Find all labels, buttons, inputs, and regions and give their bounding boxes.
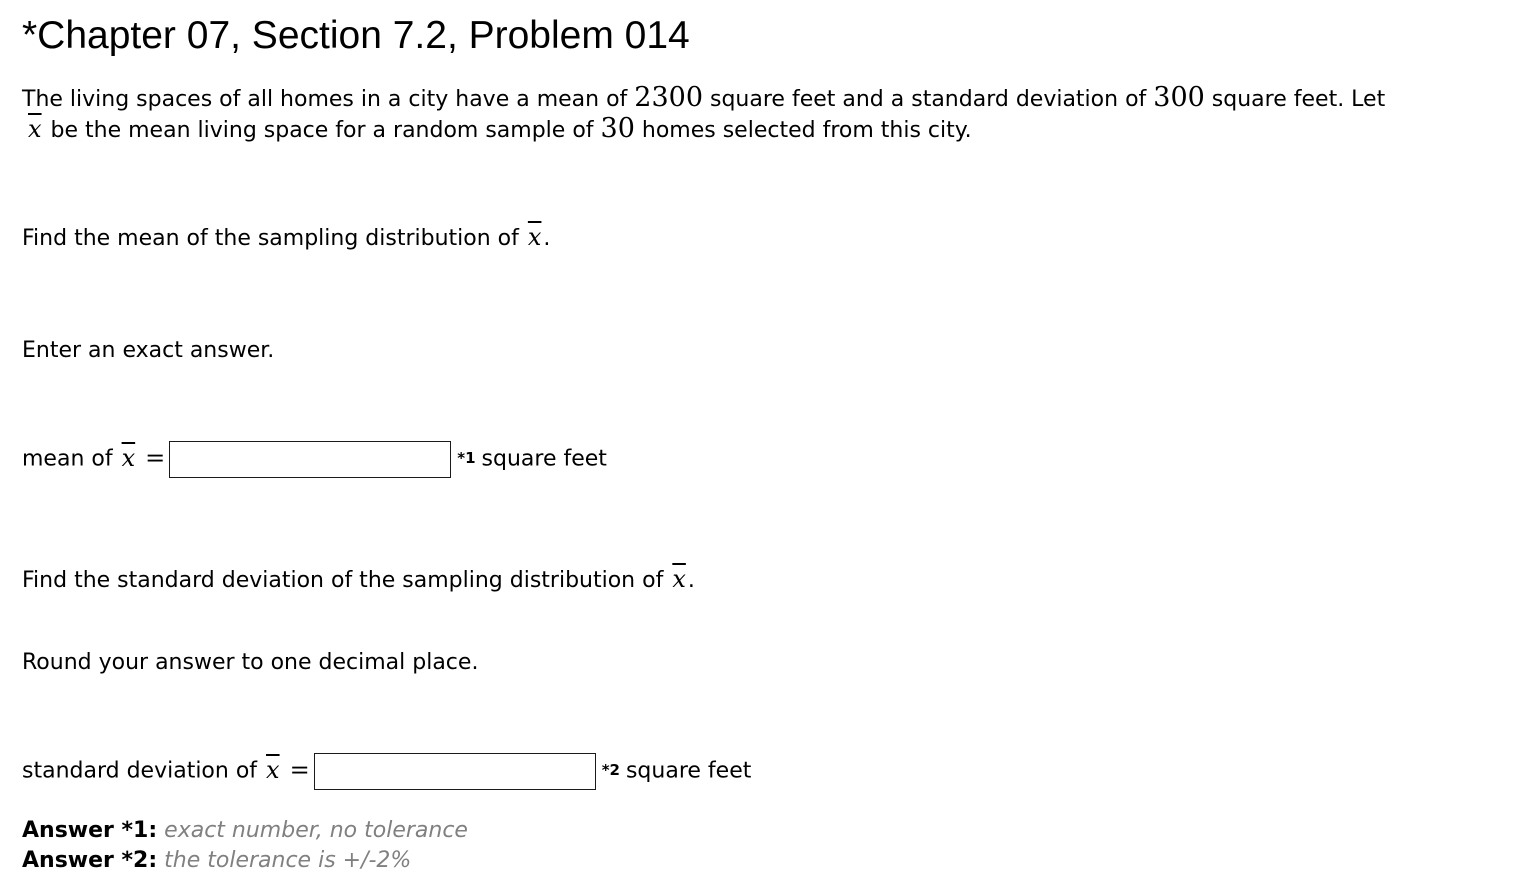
problem-text: be the mean living space for a random sample of xyxy=(43,118,601,143)
answer-marker: *1 xyxy=(457,448,476,467)
xbar-symbol: $\overline{x}$ xyxy=(672,565,686,593)
answer-note-description: the tolerance is +/-2% xyxy=(164,848,412,873)
sample-size-value: 30 xyxy=(600,113,635,144)
answer-note-label: Answer *1: xyxy=(22,818,158,843)
answer-note-label: Answer *2: xyxy=(22,848,158,873)
problem-statement-line-1 xyxy=(22,83,1385,115)
part1-answer-row xyxy=(22,441,607,478)
part2-answer-row xyxy=(22,753,751,790)
problem-statement-line-2 xyxy=(26,114,972,146)
problem-text: square feet and a standard deviation of xyxy=(703,87,1154,112)
part1-instruction: Enter an exact answer. xyxy=(22,338,275,363)
xbar-symbol: $\overline{x}$ xyxy=(121,443,136,472)
answer-note-1 xyxy=(22,816,468,846)
sd-answer-input[interactable] xyxy=(314,753,596,790)
problem-text: homes selected from this city. xyxy=(634,118,972,143)
answer-label: mean of xyxy=(22,446,120,472)
answer-note-2 xyxy=(22,846,411,876)
question-text: Find the standard deviation of the sampling distribution of xyxy=(22,568,671,593)
question-text: Find the mean of the sampling distribution of xyxy=(22,226,526,251)
problem-text: square feet. Let xyxy=(1204,87,1386,112)
mean-value: 2300 xyxy=(634,82,704,113)
question-period: . xyxy=(543,226,551,251)
sd-value: 300 xyxy=(1153,82,1205,113)
page-title: *Chapter 07, Section 7.2, Problem 014 xyxy=(22,14,690,57)
problem-text: The living spaces of all homes in a city have a mean of xyxy=(22,87,635,112)
part2-instruction: Round your answer to one decimal place. xyxy=(22,650,479,675)
mean-answer-input[interactable] xyxy=(169,441,451,478)
equals-sign: = xyxy=(289,755,310,784)
unit-label: square feet xyxy=(625,758,752,784)
xbar-symbol: $\overline{x}$ xyxy=(527,223,542,251)
part2-question xyxy=(22,564,695,596)
question-period: . xyxy=(687,568,695,593)
equals-sign: = xyxy=(145,443,166,472)
part1-question xyxy=(22,222,550,254)
xbar-symbol: $\overline{x}$ xyxy=(28,115,42,143)
answer-marker: *2 xyxy=(601,760,620,779)
answer-note-description: exact number, no tolerance xyxy=(164,818,468,843)
unit-label: square feet xyxy=(481,446,607,472)
answer-label: standard deviation of xyxy=(22,758,265,784)
xbar-symbol: $\overline{x}$ xyxy=(266,755,280,784)
